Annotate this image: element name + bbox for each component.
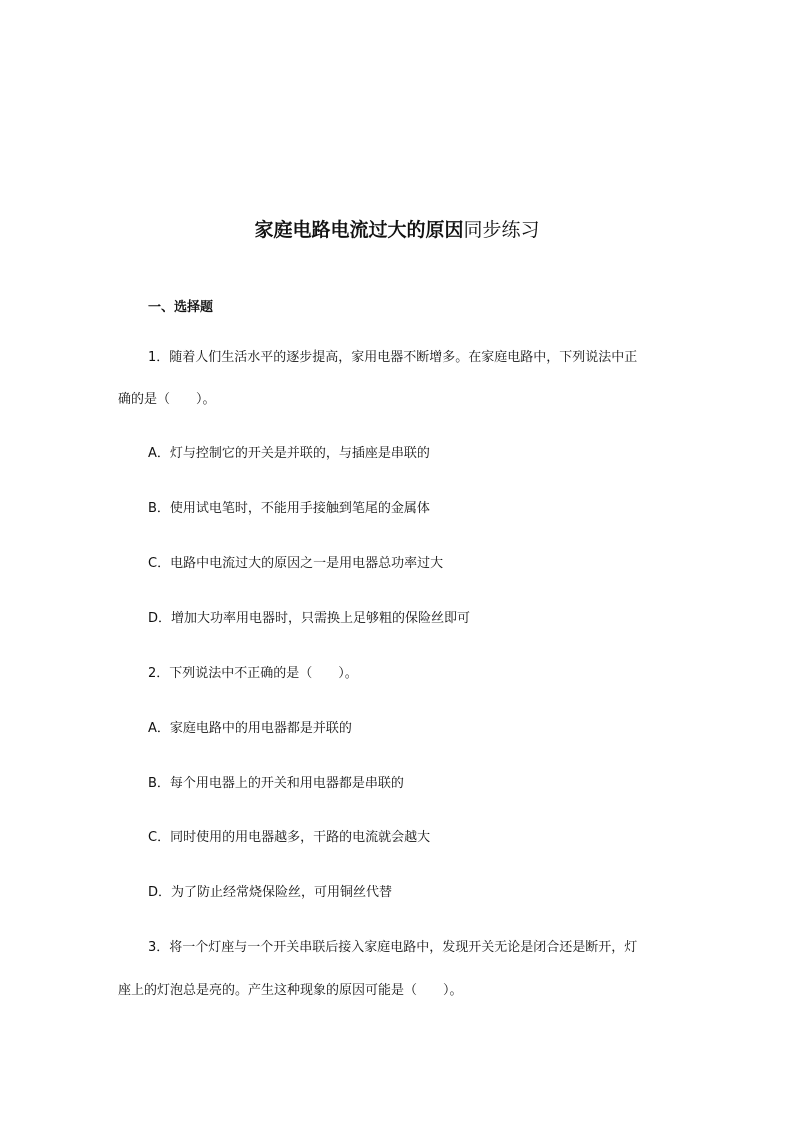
question-2-option-b: B．每个用电器上的开关和用电器都是串联的 [148, 776, 404, 791]
question-1-option-a: A．灯与控制它的开关是并联的，与插座是串联的 [148, 446, 430, 461]
question-3-text-line-1: 3．将一个灯座与一个开关串联后接入家庭电路中，发现开关无论是闭合还是断开，灯 [148, 940, 638, 955]
document-title [0, 216, 794, 244]
question-3-text-line-2: 座上的灯泡总是亮的。产生这种现象的原因可能是（ ）。 [118, 983, 463, 998]
question-1-text-line-1: 1．随着人们生活水平的逐步提高，家用电器不断增多。在家庭电路中，下列说法中正 [148, 350, 638, 365]
question-2-text-line-1: 2．下列说法中不正确的是（ ）。 [148, 666, 358, 681]
question-1-option-d: D．增加大功率用电器时，只需换上足够粗的保险丝即可 [148, 611, 471, 626]
question-2-option-d: D．为了防止经常烧保险丝，可用铜丝代替 [148, 885, 393, 900]
title-main: 家庭电路电流过大的原因 [254, 219, 464, 241]
question-2-option-c: C．同时使用的用电器越多，干路的电流就会越大 [148, 830, 431, 845]
section-heading: 一、选择题 [148, 300, 214, 315]
question-1-text-line-2: 确的是（ ）。 [118, 392, 216, 407]
question-2-option-a: A．家庭电路中的用电器都是并联的 [148, 721, 352, 736]
question-1-option-b: B．使用试电笔时，不能用手接触到笔尾的金属体 [148, 501, 430, 516]
title-suffix: 同步练习 [463, 219, 540, 241]
question-1-option-c: C．电路中电流过大的原因之一是用电器总功率过大 [148, 556, 444, 571]
